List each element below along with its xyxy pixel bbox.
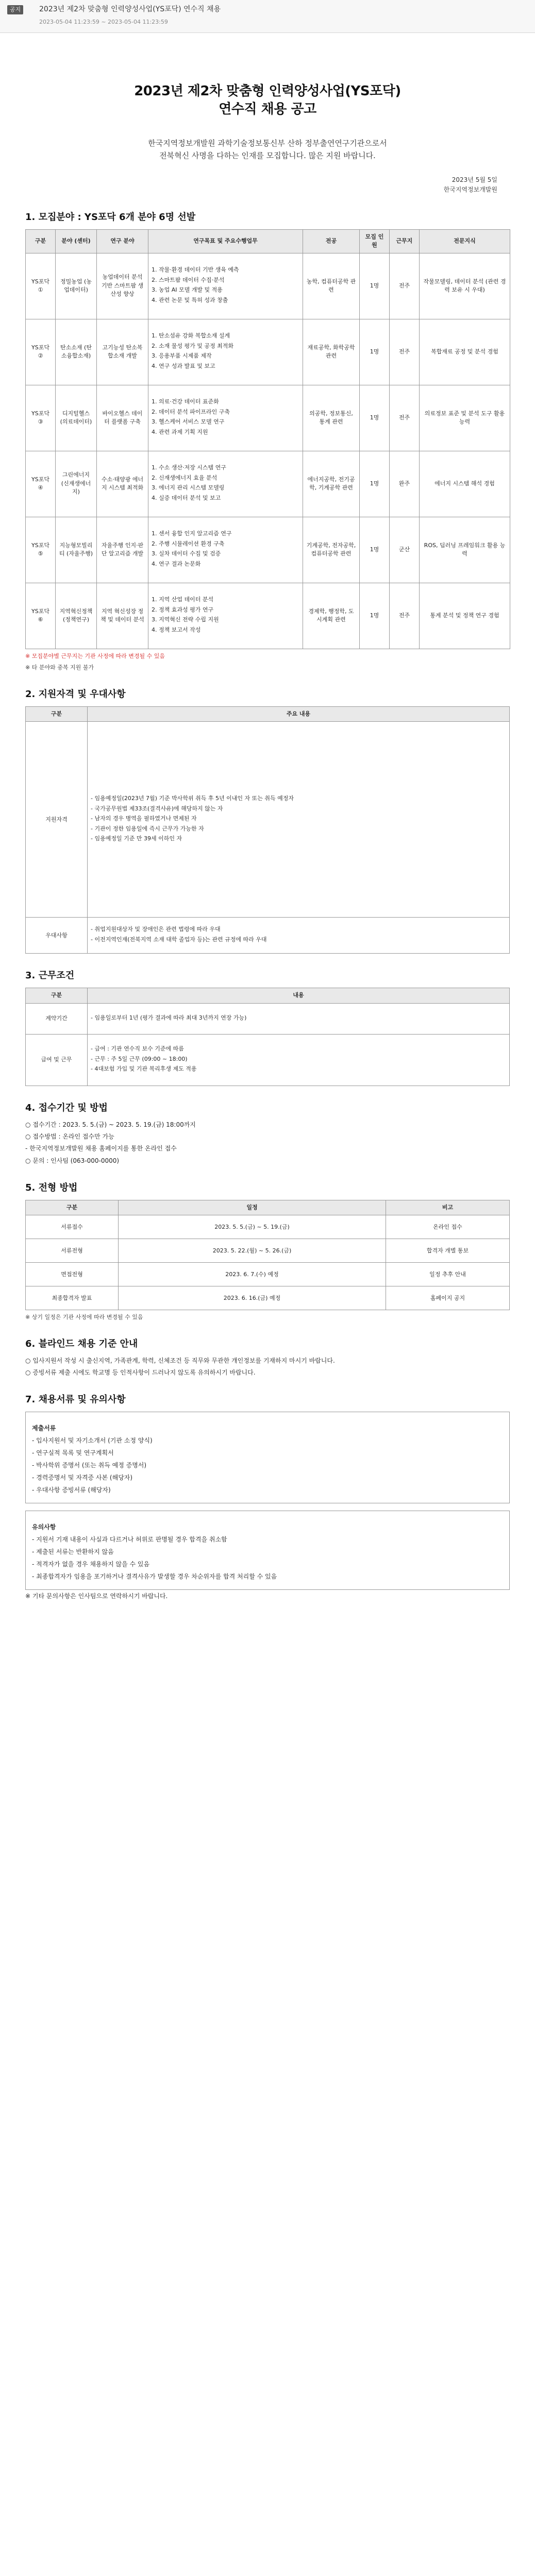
- cell-center: 탄소소재 (탄소융합소재): [56, 319, 97, 385]
- cell-field: 수소·태양광 에너지 시스템 최적화: [97, 451, 148, 517]
- list-item: - 국가공무원법 제33조(결격사유)에 해당하지 않는 자: [91, 805, 223, 812]
- cell-category: YS포닥 ⑤: [26, 517, 56, 583]
- list-item: - 남자의 경우 병역을 필하였거나 면제된 자: [91, 815, 197, 822]
- cell-category: YS포닥 ①: [26, 253, 56, 319]
- section-conditions: [25, 969, 510, 1086]
- cell-expertise: 통계 분석 및 정책 연구 경험: [420, 583, 510, 649]
- cell-tasks: [148, 385, 303, 451]
- task-item: 2. 주행 시뮬레이션 환경 구축: [152, 540, 225, 547]
- task-item: 2. 데이터 분석 파이프라인 구축: [152, 408, 230, 415]
- cell-date: 2023. 5. 5.(금) ~ 5. 19.(금): [119, 1215, 386, 1239]
- cell-center: 지역혁신정책 (정책연구): [56, 583, 97, 649]
- cell-tasks: [148, 253, 303, 319]
- cell-category: YS포닥 ④: [26, 451, 56, 517]
- cell-field: 바이오헬스 데이터 플랫폼 구축: [97, 385, 148, 451]
- section-qualifications: [25, 688, 510, 954]
- list-item: - 근무 : 주 5일 근무 (09:00 ~ 18:00): [91, 1055, 188, 1062]
- list-item: - 취업지원대상자 및 장애인은 관련 법령에 따라 우대: [91, 926, 221, 933]
- task-item: 4. 정책 보고서 작성: [152, 626, 201, 633]
- documents-box: [25, 1412, 510, 1503]
- col-header: 비고: [386, 1200, 510, 1215]
- cell-stage: 최종합격자 발표: [26, 1286, 119, 1310]
- table-header-row: [26, 988, 510, 1004]
- cell-expertise: 복합재료 공정 및 분석 경험: [420, 319, 510, 385]
- cell-stage: 서류접수: [26, 1215, 119, 1239]
- col-header: 전문지식: [420, 229, 510, 253]
- cell-expertise: 작물모델링, 데이터 분석 (관련 경력 보유 시 우대): [420, 253, 510, 319]
- cell-content: [88, 722, 510, 918]
- task-item: 3. 지역혁신 전략 수립 지원: [152, 616, 219, 623]
- task-item: 4. 관련 과제 기획 지원: [152, 428, 208, 435]
- section-application: [25, 1101, 510, 1166]
- cell-label: 지원자격: [26, 722, 88, 918]
- table-row: [26, 451, 510, 517]
- section-title: 3. 근무조건: [25, 970, 75, 981]
- notice-document: [25, 33, 510, 1642]
- col-header: 모집 인원: [360, 229, 390, 253]
- table-row: [26, 1034, 510, 1086]
- list-item: - 4대보험 가입 및 기관 복리후생 제도 적용: [91, 1065, 197, 1073]
- col-header: 근무지: [390, 229, 420, 253]
- cell-content: [88, 1003, 510, 1034]
- col-header: 구분: [26, 1200, 119, 1215]
- cell-count: 1명: [360, 583, 390, 649]
- table-note: ※ 타 분야와 중복 지원 불가: [25, 664, 94, 671]
- table-row: [26, 1239, 510, 1263]
- cell-count: 1명: [360, 517, 390, 583]
- section-documents: [25, 1393, 510, 1601]
- col-header: 전공: [303, 229, 360, 253]
- conditions-table: [25, 988, 510, 1086]
- notice-tag: 공지: [7, 5, 23, 14]
- col-header: 내용: [88, 988, 510, 1004]
- list-item: - 최종합격자가 임용을 포기하거나 결격사유가 발생할 경우 차순위자를 합격 처리할 수 있음: [32, 1573, 277, 1581]
- table-row: [26, 1003, 510, 1034]
- table-row: [26, 319, 510, 385]
- cell-location: 전주: [390, 583, 420, 649]
- task-item: 2. 스마트팜 데이터 수집·분석: [152, 276, 225, 283]
- cell-note: 일정 추후 안내: [386, 1263, 510, 1286]
- task-item: 3. 실차 데이터 수집 및 검증: [152, 550, 221, 557]
- task-item: 2. 정책 효과성 평가 연구: [152, 606, 214, 613]
- notice-header: [0, 0, 535, 33]
- notice-date: 2023년 5월 5일: [452, 176, 497, 184]
- table-header-row: [26, 1200, 510, 1215]
- cell-content: [88, 918, 510, 954]
- list-item: - 이전지역인재(전북지역 소재 대학 졸업자 등)는 관련 규정에 따라 우대: [91, 936, 267, 943]
- task-item: 4. 관련 논문 및 특허 성과 창출: [152, 296, 228, 303]
- cell-date: 2023. 5. 22.(월) ~ 5. 26.(금): [119, 1239, 386, 1263]
- footer-contact: ※ 기타 문의사항은 인사팀으로 연락하시기 바랍니다.: [25, 1592, 168, 1600]
- cell-location: 완주: [390, 451, 420, 517]
- table-header-row: [26, 229, 510, 253]
- section-blind-hiring: [25, 1337, 510, 1378]
- notice-title: 2023년 제2차 맞춤형 인력양성사업(YS포닥) 연수직 채용: [39, 5, 221, 13]
- task-item: 4. 연구 성과 발표 및 보고: [152, 362, 215, 369]
- apply-period: ○ 접수기간 : 2023. 5. 5.(금) ~ 2023. 5. 19.(금) 18:00까지: [25, 1121, 196, 1128]
- table-row: [26, 253, 510, 319]
- task-item: 2. 신재생에너지 효율 분석: [152, 474, 218, 481]
- col-header: 구분: [26, 988, 88, 1004]
- cell-location: 전주: [390, 319, 420, 385]
- cell-count: 1명: [360, 385, 390, 451]
- cell-category: YS포닥 ③: [26, 385, 56, 451]
- cell-location: 군산: [390, 517, 420, 583]
- notice-org: 한국지역정보개발원: [443, 186, 497, 194]
- cell-major: 농학, 컴퓨터공학 관련: [303, 253, 360, 319]
- cell-label: 급여 및 근무: [26, 1034, 88, 1086]
- cell-field: 지역 혁신성장 정책 및 데이터 분석: [97, 583, 148, 649]
- box-title: 유의사항: [32, 1523, 56, 1531]
- cell-field: 농업데이터 분석 기반 스마트팜 생산성 향상: [97, 253, 148, 319]
- apply-method: ○ 접수방법 : 온라인 접수만 가능: [25, 1133, 114, 1141]
- section-title: 6. 블라인드 채용 기준 안내: [25, 1338, 138, 1349]
- table-note: ※ 모집분야별 근무지는 기관 사정에 따라 변경될 수 있음: [25, 652, 165, 659]
- cell-major: 에너지공학, 전기공학, 기계공학 관련: [303, 451, 360, 517]
- cell-tasks: [148, 319, 303, 385]
- cell-category: YS포닥 ⑥: [26, 583, 56, 649]
- cell-count: 1명: [360, 253, 390, 319]
- list-item: - 박사학위 증명서 (또는 취득 예정 증명서): [32, 1461, 147, 1469]
- task-item: 1. 작물·환경 데이터 기반 생육 예측: [152, 266, 239, 274]
- task-item: 3. 에너지 관리 시스템 모델링: [152, 484, 225, 492]
- table-note: ※ 상기 일정은 기관 사정에 따라 변경될 수 있음: [25, 1314, 143, 1321]
- table-row: [26, 1263, 510, 1286]
- cell-label: 계약기간: [26, 1003, 88, 1034]
- apply-method-detail: - 한국지역정보개발원 채용 홈페이지를 통한 온라인 접수: [25, 1145, 177, 1153]
- cell-field: 자율주행 인지·판단 알고리즘 개발: [97, 517, 148, 583]
- list-item: - 연구실적 목록 및 연구계획서: [32, 1449, 114, 1456]
- table-row: [26, 385, 510, 451]
- cell-note: 온라인 접수: [386, 1215, 510, 1239]
- table-row: [26, 517, 510, 583]
- cell-count: 1명: [360, 319, 390, 385]
- section-recruitment: [25, 211, 510, 672]
- cell-expertise: ROS, 딥러닝 프레임워크 활용 능력: [420, 517, 510, 583]
- col-header: 구분: [26, 229, 56, 253]
- task-item: 2. 소재 물성 평가 및 공정 최적화: [152, 342, 233, 349]
- box-title: 제출서류: [32, 1425, 56, 1432]
- table-row: [26, 1286, 510, 1310]
- cell-note: 홈페이지 공지: [386, 1286, 510, 1310]
- list-item: - 임용예정일 기준 만 39세 이하인 자: [91, 835, 182, 842]
- cell-expertise: 의료정보 표준 및 분석 도구 활용 능력: [420, 385, 510, 451]
- task-item: 1. 탄소섬유 강화 복합소재 설계: [152, 332, 230, 340]
- section-title: 1. 모집분야 : YS포닥 6개 분야 6명 선발: [25, 211, 196, 223]
- list-item: - 경력증명서 및 자격증 사본 (해당자): [32, 1474, 133, 1482]
- cell-major: 의공학, 정보통신, 통계 관련: [303, 385, 360, 451]
- cell-date: 2023. 6. 7.(수) 예정: [119, 1263, 386, 1286]
- cell-center: 그린에너지 (신재생에너지): [56, 451, 97, 517]
- cell-location: 전주: [390, 385, 420, 451]
- apply-inquiry: ○ 문의 : 인사팀 (063-000-0000): [25, 1157, 120, 1164]
- col-header: 구분: [26, 706, 88, 722]
- intro-line-2: 전북혁신 사명을 다하는 인재를 모집합니다. 많은 지원 바랍니다.: [159, 151, 376, 161]
- cell-date: 2023. 6. 16.(금) 예정: [119, 1286, 386, 1310]
- section-title: 2. 지원자격 및 우대사항: [25, 688, 126, 700]
- cell-center: 디지털헬스 (의료데이터): [56, 385, 97, 451]
- cell-category: YS포닥 ②: [26, 319, 56, 385]
- list-item: - 임용예정일(2023년 7월) 기준 박사학위 취득 후 5년 이내인 자 또는 취득 예정자: [91, 795, 294, 802]
- col-header: 분야 (센터): [56, 229, 97, 253]
- section-selection: [25, 1181, 510, 1322]
- table-header-row: [26, 706, 510, 722]
- cell-center: 정밀농업 (농업데이터): [56, 253, 97, 319]
- table-row: [26, 722, 510, 918]
- cell-tasks: [148, 517, 303, 583]
- headline-line-1: 2023년 제2차 맞춤형 인력양성사업(YS포닥): [134, 83, 401, 99]
- section-title: 5. 전형 방법: [25, 1182, 78, 1193]
- table-row: [26, 583, 510, 649]
- intro-text: [25, 137, 510, 162]
- task-item: 3. 농업 AI 모델 개발 및 적용: [152, 286, 223, 294]
- blind-line: ○ 입사지원서 작성 시 출신지역, 가족관계, 학력, 신체조건 등 직무와 무관한 개인정보를 기재하지 마시기 바랍니다.: [25, 1357, 335, 1364]
- notice-period: 2023-05-04 11:23:59 ~ 2023-05-04 11:23:59: [39, 19, 168, 25]
- task-item: 1. 의료·건강 데이터 표준화: [152, 398, 219, 405]
- recruitment-table: [25, 229, 510, 649]
- col-header: 일정: [119, 1200, 386, 1215]
- intro-line-1: 한국지역정보개발원 과학기술정보통신부 산하 정부출연연구기관으로서: [148, 139, 387, 148]
- notes-box: [25, 1511, 510, 1590]
- section-title: 4. 접수기간 및 방법: [25, 1102, 108, 1113]
- cell-tasks: [148, 583, 303, 649]
- cell-major: 재료공학, 화학공학 관련: [303, 319, 360, 385]
- cell-note: 합격자 개별 통보: [386, 1239, 510, 1263]
- cell-major: 기계공학, 전자공학, 컴퓨터공학 관련: [303, 517, 360, 583]
- cell-expertise: 에너지 시스템 해석 경험: [420, 451, 510, 517]
- list-item: - 입사지원서 및 자기소개서 (기관 소정 양식): [32, 1436, 153, 1444]
- task-item: 1. 지역 산업 데이터 분석: [152, 596, 214, 603]
- col-header: 연구목표 및 주요수행업무: [148, 229, 303, 253]
- qualification-table: [25, 706, 510, 954]
- schedule-table: [25, 1200, 510, 1311]
- cell-location: 전주: [390, 253, 420, 319]
- task-item: 1. 센서 융합 인지 알고리즘 연구: [152, 530, 232, 537]
- cell-center: 지능형모빌리티 (자율주행): [56, 517, 97, 583]
- dateline: [25, 175, 510, 195]
- list-item: - 지원서 기재 내용이 사실과 다르거나 허위로 판명될 경우 합격을 취소함: [32, 1535, 227, 1543]
- cell-stage: 면접전형: [26, 1263, 119, 1286]
- cell-content: [88, 1034, 510, 1086]
- task-item: 4. 연구 결과 논문화: [152, 560, 201, 567]
- table-row: [26, 1215, 510, 1239]
- task-item: 3. 헬스케어 서비스 모델 연구: [152, 418, 225, 426]
- list-item: - 적격자가 없을 경우 채용하지 않을 수 있음: [32, 1561, 150, 1568]
- list-item: - 우대사항 증빙서류 (해당자): [32, 1486, 111, 1494]
- list-item: - 제출된 서류는 반환하지 않음: [32, 1548, 114, 1555]
- col-header: 주요 내용: [88, 706, 510, 722]
- list-item: - 기관이 정한 임용일에 즉시 근무가 가능한 자: [91, 825, 204, 832]
- col-header: 연구 분야: [97, 229, 148, 253]
- cell-tasks: [148, 451, 303, 517]
- table-row: [26, 918, 510, 954]
- cell-count: 1명: [360, 451, 390, 517]
- task-item: 1. 수소 생산·저장 시스템 연구: [152, 464, 226, 471]
- task-item: 3. 응용부품 시제품 제작: [152, 352, 212, 360]
- cell-stage: 서류전형: [26, 1239, 119, 1263]
- cell-major: 경제학, 행정학, 도시계획 관련: [303, 583, 360, 649]
- cell-field: 고기능성 탄소복합소재 개발: [97, 319, 148, 385]
- task-item: 4. 실증 데이터 분석 및 보고: [152, 494, 221, 501]
- cell-label: 우대사항: [26, 918, 88, 954]
- list-item: - 급여 : 기관 연수직 보수 기준에 따름: [91, 1045, 184, 1053]
- document-headline: [25, 82, 510, 118]
- blind-line: ○ 증빙서류 제출 시에도 학교명 등 인적사항이 드러나지 않도록 유의하시기 바랍니다.: [25, 1369, 256, 1377]
- headline-line-2: 연수직 채용 공고: [219, 101, 316, 117]
- section-title: 7. 채용서류 및 유의사항: [25, 1394, 126, 1405]
- list-item: - 임용일로부터 1년 (평가 결과에 따라 최대 3년까지 연장 가능): [91, 1014, 247, 1021]
